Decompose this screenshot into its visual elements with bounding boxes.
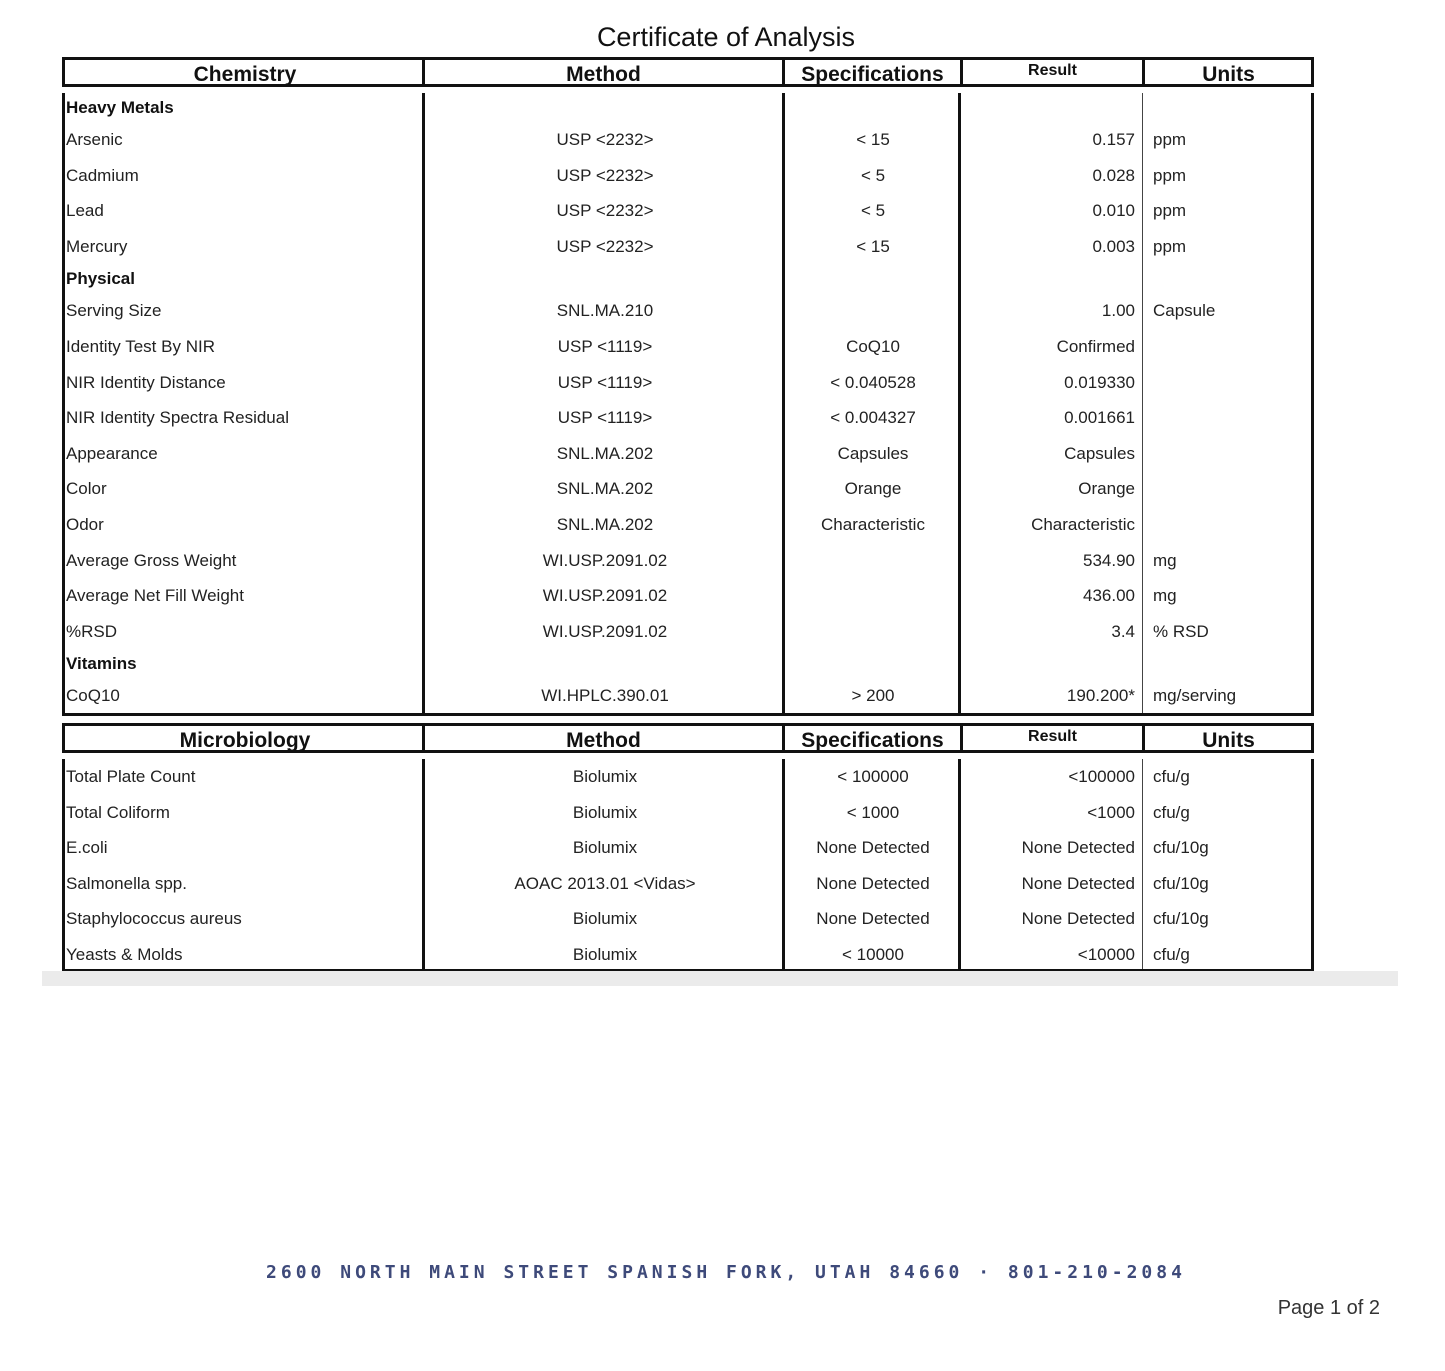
header-chemistry: Chemistry <box>193 63 297 86</box>
header-specifications: Specifications <box>782 60 960 84</box>
table-row <box>65 122 1311 158</box>
units-cell: mg <box>1153 586 1177 606</box>
analyte-name: Odor <box>66 515 104 534</box>
specification-cell: < 100000 <box>837 767 909 786</box>
specification-cell: < 10000 <box>842 945 904 964</box>
specification-cell: < 15 <box>856 130 890 149</box>
analyte-name: E.coli <box>66 838 108 858</box>
table-row <box>65 400 1311 436</box>
header-method: Method <box>422 726 782 750</box>
units-cell: cfu/g <box>1153 767 1190 786</box>
method-cell: WI.USP.2091.02 <box>542 621 668 641</box>
analyte-name: Serving Size <box>66 301 162 321</box>
result-cell: 0.001661 <box>1064 408 1135 428</box>
table-row <box>65 678 1311 714</box>
specification-cell <box>785 543 961 579</box>
units-cell: ppm <box>1153 130 1187 149</box>
method-cell: SNL.MA.202 <box>556 443 654 463</box>
units-cell <box>1147 400 1307 436</box>
table-row <box>65 158 1311 194</box>
units-cell <box>1147 471 1307 507</box>
method-cell: Biolumix <box>572 838 638 858</box>
method-cell: Biolumix <box>572 909 638 929</box>
section-name: Vitamins <box>66 654 137 674</box>
table-row <box>65 293 1311 329</box>
section-name: Heavy Metals <box>66 98 174 117</box>
specification-cell: < 15 <box>856 236 890 256</box>
header-method: Method <box>422 60 782 84</box>
result-cell: 534.90 <box>1083 550 1135 570</box>
specification-cell: CoQ10 <box>846 337 900 356</box>
section-heading-row <box>65 264 1311 293</box>
units-cell: ppm <box>1153 201 1187 221</box>
units-cell: cfu/g <box>1153 802 1190 822</box>
document-title: Certificate of Analysis <box>596 22 856 52</box>
microbiology-table <box>62 723 1314 972</box>
chemistry-body <box>62 93 1314 716</box>
analyte-name: Average Net Fill Weight <box>66 586 244 606</box>
result-cell: Characteristic <box>1031 515 1135 534</box>
units-cell <box>1147 365 1307 401</box>
header-units: Units <box>1142 60 1312 84</box>
units-cell: ppm <box>1153 236 1187 256</box>
result-cell: <1000 <box>1087 802 1135 822</box>
specification-cell: None Detected <box>816 838 930 858</box>
analyte-name: Arsenic <box>66 130 123 149</box>
result-cell: 0.003 <box>1092 236 1135 256</box>
result-cell: <100000 <box>1068 767 1135 786</box>
method-cell: WI.USP.2091.02 <box>542 586 668 606</box>
specification-cell: < 1000 <box>846 802 900 822</box>
specification-cell <box>785 293 961 329</box>
page-number: Page 1 of 2 <box>1277 1297 1380 1319</box>
section-heading-row <box>65 93 1311 122</box>
footer-address: 2600 NORTH MAIN STREET SPANISH FORK, UTAH 84660 · 801-210-2084 <box>266 1262 1186 1283</box>
analyte-name: Lead <box>66 201 104 221</box>
table-row <box>65 759 1311 795</box>
result-cell: 0.157 <box>1092 130 1135 149</box>
result-cell: Confirmed <box>1056 337 1135 356</box>
specification-cell: < 0.004327 <box>830 408 916 428</box>
analyte-name: Yeasts & Molds <box>66 945 183 964</box>
section-heading-row <box>65 649 1311 678</box>
method-cell: Biolumix <box>572 767 638 786</box>
result-cell: 1.00 <box>1101 301 1135 321</box>
units-cell: cfu/g <box>1153 945 1190 964</box>
analyte-name: Total Plate Count <box>66 767 196 786</box>
units-cell <box>1147 436 1307 472</box>
analyte-name: Staphylococcus aureus <box>66 909 242 929</box>
analyte-name: NIR Identity Distance <box>66 372 226 392</box>
units-cell: cfu/10g <box>1153 838 1209 858</box>
specification-cell: None Detected <box>816 909 930 929</box>
method-cell: USP <2232> <box>556 130 654 149</box>
method-cell: SNL.MA.202 <box>556 515 654 534</box>
table-row <box>65 830 1311 866</box>
table-row <box>65 866 1311 902</box>
result-cell: 3.4 <box>1111 621 1135 641</box>
section-name: Physical <box>66 269 135 289</box>
table-row <box>65 436 1311 472</box>
analyte-name: %RSD <box>66 621 118 641</box>
table-row <box>65 365 1311 401</box>
analyte-name: Mercury <box>66 236 128 256</box>
header-result: Result <box>960 60 1142 84</box>
units-cell: Capsule <box>1153 301 1216 321</box>
analyte-name: Total Coliform <box>66 802 170 822</box>
chemistry-table <box>62 57 1314 716</box>
microbiology-body <box>62 759 1314 972</box>
units-cell <box>1147 507 1307 543</box>
specification-cell: < 5 <box>860 165 886 185</box>
analyte-name: CoQ10 <box>66 686 120 706</box>
table-row <box>65 229 1311 265</box>
result-cell: 0.028 <box>1092 165 1135 185</box>
header-result: Result <box>960 726 1142 750</box>
specification-cell <box>785 614 961 650</box>
method-cell: USP <1119> <box>557 408 653 428</box>
units-cell: mg <box>1153 550 1177 570</box>
divider-band <box>42 971 1398 986</box>
chemistry-header-row <box>62 57 1314 87</box>
table-row <box>65 471 1311 507</box>
units-cell <box>1147 329 1307 365</box>
result-cell: None Detected <box>1021 909 1135 929</box>
units-cell: % RSD <box>1153 621 1209 641</box>
method-cell: Biolumix <box>572 802 638 822</box>
result-cell: Orange <box>1078 479 1135 499</box>
table-row <box>65 901 1311 937</box>
result-cell: 0.010 <box>1092 201 1135 221</box>
units-cell: cfu/10g <box>1153 873 1209 893</box>
table-row <box>65 578 1311 614</box>
table-row <box>65 507 1311 543</box>
specification-cell: Characteristic <box>821 515 925 534</box>
specification-cell: < 0.040528 <box>830 372 916 392</box>
analyte-name: Average Gross Weight <box>66 550 237 570</box>
specification-cell: Capsules <box>837 443 909 463</box>
specification-cell: None Detected <box>816 873 930 893</box>
result-cell: None Detected <box>1021 838 1135 858</box>
result-cell: 190.200* <box>1066 686 1135 706</box>
method-cell: AOAC 2013.01 <Vidas> <box>514 873 696 893</box>
microbiology-header-row <box>62 723 1314 753</box>
header-microbiology: Microbiology <box>179 729 311 752</box>
analyte-name: Cadmium <box>66 165 139 185</box>
method-cell: WI.HPLC.390.01 <box>541 686 669 706</box>
units-cell: cfu/10g <box>1153 909 1209 929</box>
analyte-name: Identity Test By NIR <box>66 337 215 356</box>
method-cell: SNL.MA.202 <box>556 479 654 499</box>
analyte-name: NIR Identity Spectra Residual <box>66 408 289 428</box>
table-row <box>65 937 1311 973</box>
analyte-name: Salmonella spp. <box>66 873 187 893</box>
table-row <box>65 193 1311 229</box>
method-cell: USP <1119> <box>557 372 653 392</box>
method-cell: USP <2232> <box>556 236 654 256</box>
result-cell: 436.00 <box>1083 586 1135 606</box>
method-cell: USP <2232> <box>556 165 654 185</box>
result-cell: <10000 <box>1077 945 1135 964</box>
specification-cell: > 200 <box>851 686 895 706</box>
method-cell: WI.USP.2091.02 <box>542 550 668 570</box>
result-cell: Capsules <box>1064 443 1135 463</box>
analyte-name: Appearance <box>66 443 158 463</box>
header-specifications: Specifications <box>782 726 960 750</box>
table-row <box>65 329 1311 365</box>
units-cell: ppm <box>1153 165 1187 185</box>
specification-cell <box>785 578 961 614</box>
result-cell: None Detected <box>1021 873 1135 893</box>
method-cell: USP <1119> <box>557 337 653 356</box>
method-cell: Biolumix <box>572 945 638 964</box>
method-cell: USP <2232> <box>556 201 654 221</box>
specification-cell: < 5 <box>860 201 886 221</box>
header-units: Units <box>1142 726 1312 750</box>
specification-cell: Orange <box>844 479 902 499</box>
analyte-name: Color <box>66 479 107 499</box>
table-row <box>65 795 1311 831</box>
table-row <box>65 543 1311 579</box>
table-row <box>65 614 1311 650</box>
result-cell: 0.019330 <box>1064 372 1135 392</box>
method-cell: SNL.MA.210 <box>556 301 654 321</box>
units-cell: mg/serving <box>1153 686 1237 706</box>
